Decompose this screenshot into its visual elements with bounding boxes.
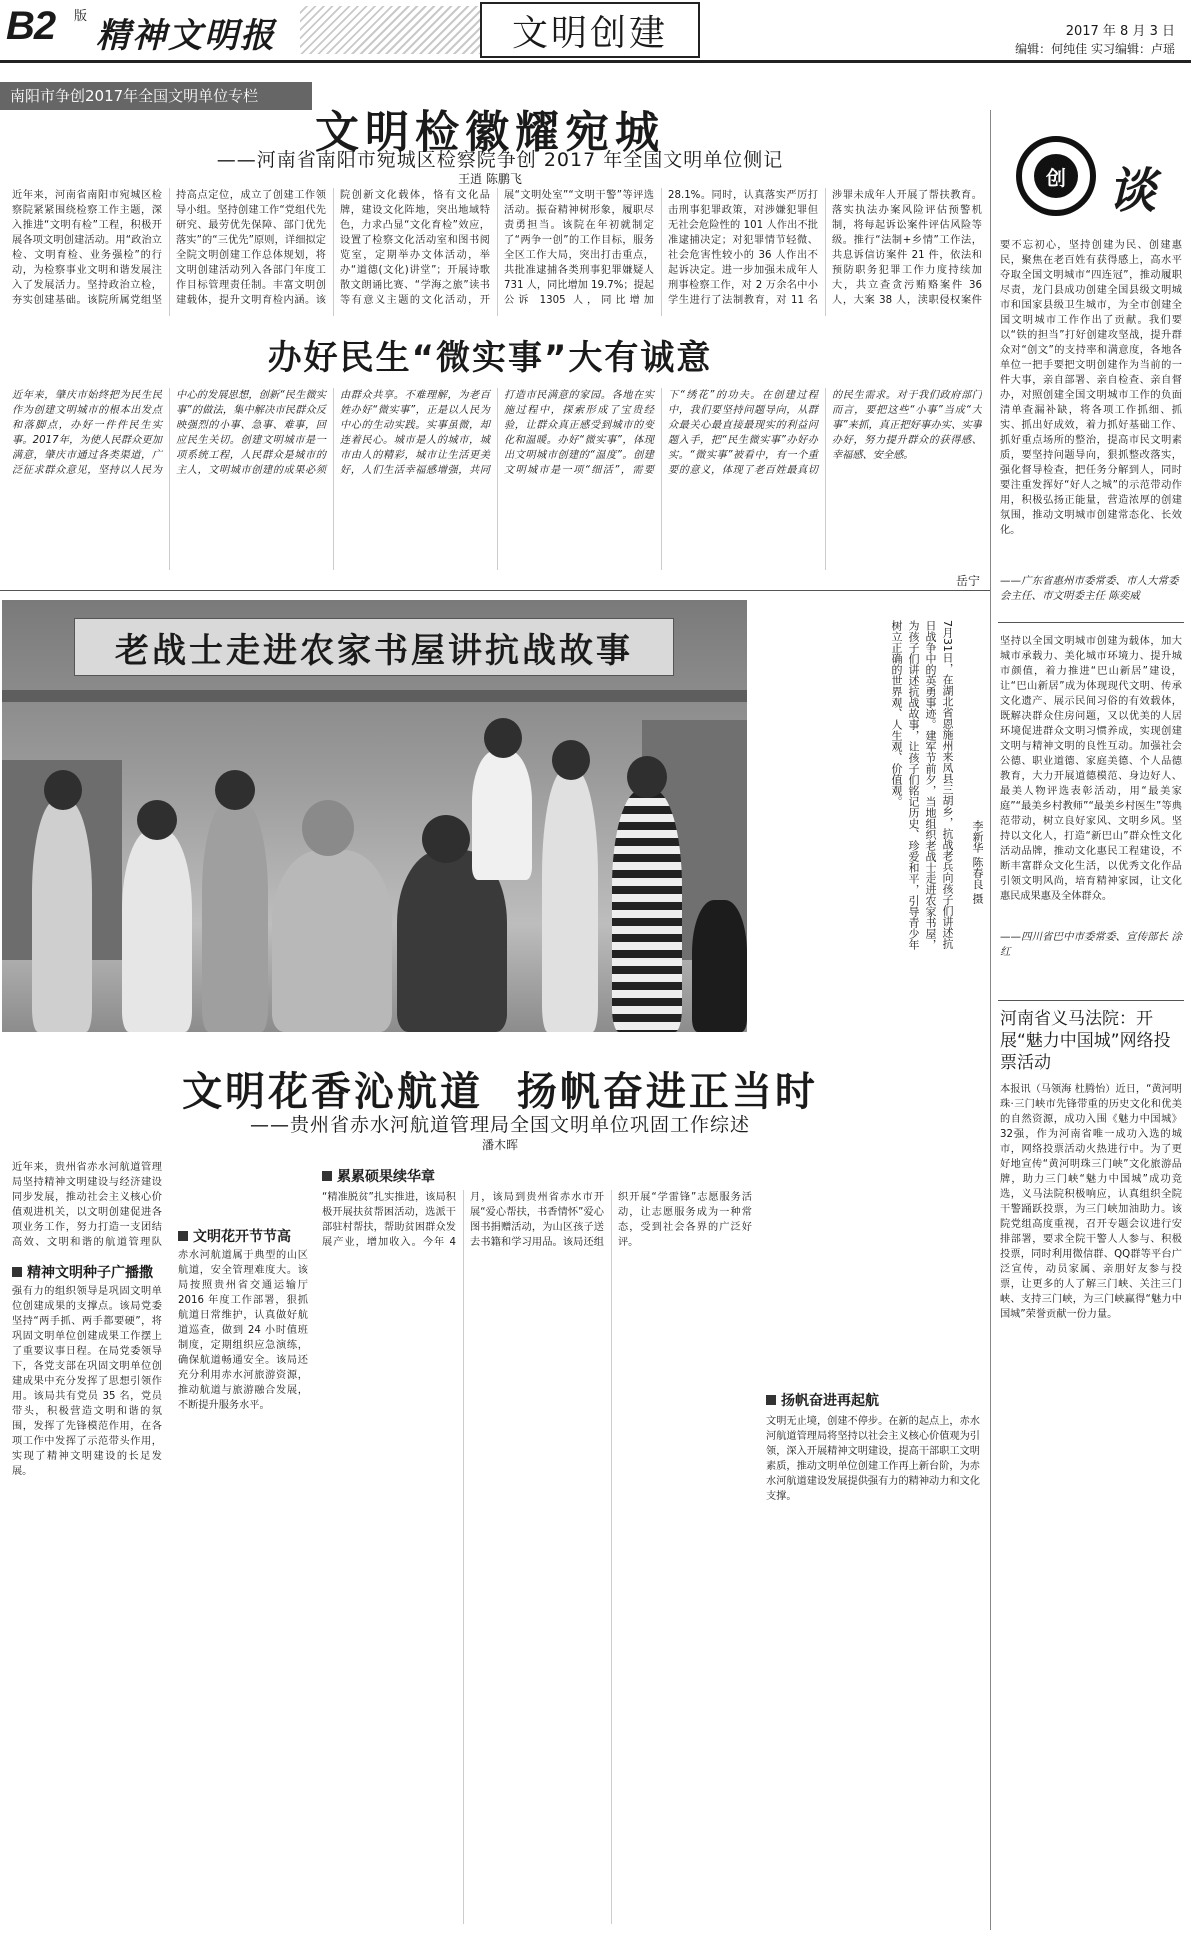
photo-caption-text: 7月31日，在湖北省恩施州来凤县三胡乡，抗战老兵向孩子们讲述抗日战争中的英勇事迹。建军节前夕，当地组织老战士走进农家书屋，为孩子们讲述抗战故事，让孩子们铭记历史、珍爱和平，引导青少年树立正确的世界观、人生观、价值观。 xyxy=(890,620,954,950)
veteran-figure xyxy=(272,850,392,1032)
commentary-1: 要不忘初心，坚持创建为民、创建惠民，聚焦在老百姓有获得感上，高水平夺取全国文明城市“四连冠”，推动履职尽责，龙门县成功创建全国县级文明城市和国家县级卫生城市，为全市创建全国文明城市工作作出了贡献。我们要以“铁的担当”打好创建攻坚战，提升群众对“创文”的支持率和满意度，各地各单位一把手要把文明创建作为当前的一件大事，亲自部署、亲自检查、亲自督办，对照创建全国文明城市工作的负面清单查漏补缺，将各项工作抓细、抓实、抓出好成效，着力抓好基础工作、抓好重点场所的整治，提高市民文明素质，要坚持问题导向，狠抓整改落实，强化督导检查，把任务分解到人，同时要注重发挥好“好人之城”的示范带动作用，积极弘扬正能量，营造浓厚的创建氛围，推动文明城市创建常态化、长效化。 xyxy=(1000,240,1182,536)
section-heading: 文明花开节节高 xyxy=(178,1226,291,1246)
square-bullet-icon xyxy=(322,1171,332,1181)
section-heading: 精神文明种子广播撒 xyxy=(12,1262,153,1282)
logo-mark: 创 xyxy=(1034,154,1078,198)
editor-credits: 编辑：何纯佳 实习编辑：卢瑶 xyxy=(1015,42,1175,56)
article1-body: 近年来，河南省南阳市宛城区检察院紧紧围绕检察工作主题，深入推进“文明有检”工程，积极开展各项文明创建活动。用“政治立检、文明育检、业务强检”的行动，为检察事业文明和谐发展注入了发展活力。坚持政治立检，夯实创建基础。该院所属党组坚持高点定位，成立了创建工作领导小组。坚持创建工作“党组代先研究、最劳优先保障、部门优先落实”的“三优先”原则，详细拟定全院文明创建工作总体规划，将文明创建活动列入各部门年度工作目标管理责任制。丰富文明创建载体，提升文明育检内涵。该院创新文化载体，恪有文化品牌，建设文化阵地，突出地域特色，力求凸显“文化育检”效应，设置了检察文化活动室和图书阅览室，定期举办文体活动，举办“道德(文化)讲堂”；开展诗歌散文朗诵比赛、“学海之旅”读书等有意义主题的文化活动，开展“文明处室”“文明干警”等评选活动。振奋精神树形象，履职尽责勇担当。该院在年初就制定了“两争一创”的工作目标，服务全区工作大局，突出打击重点，共批准逮捕各类刑事犯罪嫌疑人 731 人，同比增加 19.7%；提起公诉 1305 人，同比增加 28.1%。同时，认真落实严厉打击刑事犯罪政策，对涉嫌犯罪但无社会危险性的 101 人作出不批准逮捕决定；对犯罪情节轻微、社会危害性较小的 36 人作出不起诉决定。进一步加强未成年人刑事检察工作，对 2 万余名中小学生进行了法制教育，对 11 名涉罪未成年人开展了帮扶教育。落实执法办案风险评估预警机制，将每起诉讼案件评估风险等级。推行“法制+乡情”工作法，共息诉信访案件 21 件，依法和预防职务犯罪工作力度持续加大，共立查贪污贿赂案件 36 人，大案 38 人，渎职侵权案件 xyxy=(12,190,982,306)
commentary-1-signature: ——广东省惠州市委常委、市人大常委会主任、市文明委主任 陈奕威 xyxy=(1000,575,1179,602)
issue-date: 2017 年 8 月 3 日 xyxy=(1065,24,1175,39)
article1-byline: 王逍 陈鹏飞 xyxy=(458,172,522,186)
article2-title: 办好民生“微实事”大有诚意 xyxy=(267,338,713,378)
bookshelf xyxy=(2,690,747,702)
square-bullet-icon xyxy=(766,1395,776,1405)
article2-body: 近年来，肇庆市始终把为民生民作为创建文明城市的根本出发点和落脚点，办好一件件民生实事。2017年，为使人民群众更加满意，肇庆市通过各类渠道，广泛征求群众意见，坚持以人民为中心的发展思想，创新“民生微实事”的做法，集中解决市民群众反映强烈的小事、急事、难事，回应民生关切。创建文明城市是一项系统工程，人民群众是城市的主人，文明城市创建的成果必须由群众共享。不难理解，为老百姓办好“微实事”，正是以人民为中心的生动实践。实事虽微，却连着民心。城市是人的城市，城市由人的精彩，城市让生活更美好，人们生活幸福感增强，共同打造市民满意的家园。各地在实施过程中，探索形成了宝贵经验，让群众真正感受到城市的变化和温暖。办好“微实事”，体现出文明城市创建的“温度”。创建文明城市是一项“细活”，需要下“绣花”的功夫。在创建过程中，我们要坚持问题导向，从群众最关心最直接最现实的利益问题入手，把“民生微实事”办好办实。“微实事”被看中，有一个重要的意义，体现了老百姓最真切的民生需求。对于我们政府部门而言，要把这些“小事”当成“大事”来抓，真正把好事办实、实事办好，努力提升群众的获得感、幸福感、安全感。 xyxy=(12,390,982,476)
commentary-2-signature: ——四川省巴中市委常委、宣传部长 涂红 xyxy=(1000,931,1182,958)
article3-section-text: “精准脱贫”扎实推进，该局积极开展扶贫帮困活动，选派干部驻村帮扶，帮助贫困群众发展产业，增加收入。今年 4 月，该局到贵州省赤水市开展“爱心帮扶，书香情怀”爱心图书捐赠活动，为山区孩子送去书籍和学习用品。该局还组织开展“学雷锋”志愿服务活动，让志愿服务成为一种常态，受到社会各界的广泛好评。 xyxy=(322,1192,752,1248)
woman-head xyxy=(422,815,470,863)
square-bullet-icon xyxy=(12,1267,22,1277)
child-head xyxy=(44,770,82,810)
article3-section-text: 强有力的组织领导是巩固文明单位创建成果的支撑点。该局党委坚持“两手抓、两手都要硬”，将巩固文明单位创建成果工作摆上了重要议事日程。在局党委领导下，各党支部在巩固文明单位创建成果中充分发挥了思想引领作用。该局共有党员 35 名，党员带头，积极营造文明和谐的氛围，发挥了先锋模范作用，在各项工作中发挥了示范带头作用，实现了精神文明建设的长足发展。 xyxy=(12,1286,162,1477)
header-rule xyxy=(0,60,1191,63)
right-separator xyxy=(998,1000,1184,1001)
article-separator xyxy=(0,590,990,591)
article3-title: 文明花香沁航道 扬帆奋进正当时 xyxy=(182,1069,818,1115)
photo-banner-text: 老战士走进农家书屋讲抗战故事 xyxy=(115,630,633,671)
column-strip: 南阳市争创2017年全国文明单位专栏 xyxy=(0,82,312,110)
child-figure xyxy=(202,800,268,1032)
article3-subtitle: ——贵州省赤水河航道管理局全国文明单位巩固工作综述 xyxy=(249,1114,750,1136)
section-heading: 累累硕果续华章 xyxy=(322,1166,435,1186)
child-figure xyxy=(32,800,92,1032)
child-head xyxy=(627,756,667,798)
page-number-suffix: 版 xyxy=(74,9,88,24)
veteran-head xyxy=(302,800,354,856)
photo-credit: 李新华 陈春良 摄 xyxy=(971,820,984,904)
column-divider xyxy=(990,110,991,1930)
photo-caption xyxy=(750,620,986,950)
section-title: 文明创建 xyxy=(480,2,700,58)
news-photo xyxy=(2,600,747,1032)
article2-author: 岳宁 xyxy=(955,574,980,588)
child-head xyxy=(137,800,177,840)
child-figure xyxy=(472,750,532,880)
article3-byline: 潘木晖 xyxy=(481,1138,518,1152)
photo-banner xyxy=(74,618,674,676)
newspaper-name: 精神文明报 xyxy=(96,16,276,56)
page-number: B2 xyxy=(6,4,56,48)
article3-intro: 近年来，贵州省赤水河航道管理局坚持精神文明建设与经济建设同步发展，推动社会主义核心价值观进机关，以文明创建促进各项业务工作，努力打造一支团结高效、文明和谐的航道管理队 xyxy=(12,1162,162,1248)
chuang-tan-logo xyxy=(1016,130,1176,230)
article3-section-text: 文明无止境，创建不停步。在新的起点上，赤水河航道管理局将坚持以社会主义核心价值观为引领，深入开展精神文明建设，提高干部职工文明素质，推动文明单位创建工作再上新台阶，为赤水河航道建设发展提供强有力的精神动力和文化支撑。 xyxy=(766,1416,980,1502)
article1-subtitle: ——河南省南阳市宛城区检察院争创 2017 年全国文明单位侧记 xyxy=(216,149,784,171)
child-head xyxy=(552,740,590,780)
child-head xyxy=(215,770,255,810)
article3-section-text: 赤水河航道属于典型的山区航道，安全管理难度大。该局按照贵州省交通运输厅 2016 年度工作部署，狠抓航道日常维护，认真做好航道巡查，做到 24 小时值班制度，定期组织应急演练，确保航道畅通安全。该局还充分利用赤水河旅游资源，推动航道与旅游融合发展，不断提升服务水平。 xyxy=(178,1250,308,1411)
child-figure xyxy=(542,770,598,1032)
section-heading: 扬帆奋进再起航 xyxy=(766,1390,879,1410)
child-head xyxy=(484,718,522,758)
news-body: 本报讯（马领海 杜腾怡）近日，“黄河明珠·三门峡市先锋带重的历史文化和优美的自然资源，成功入围《魅力中国城》32强，作为河南省唯一成功入选的城市，网络投票活动火热进行中。为了更好地宣传“黄河明珠三门峡”文化旅游品牌，助力三门峡“魅力中国城”成功竞选，义马法院积极响应，认真组织全院干警踊跃投票，为三门峡加油助力。该院党组高度重视，召开专题会议进行安排部署，要求全院干警人人参与、积极投票，同时利用微信群、QQ群等平台广泛宣传，动员家属、亲朋好友参与投票，让更多的人了解三门峡、关注三门峡、支持三门峡，为三门峡赢得“魅力中国城”荣誉贡献一份力量。 xyxy=(1000,1084,1182,1320)
news-headline: 河南省义马法院：开展“魅力中国城”网络投票活动 xyxy=(1000,1009,1171,1073)
article1-title: 文明检徽耀宛城 xyxy=(315,107,665,158)
masthead xyxy=(0,0,1191,70)
commentary-2: 坚持以全国文明城市创建为载体，加大城市承载力、美化城市环境力、提升城市颜值，着力推进“巴山新居”建设，让“巴山新居”成为体现现代文明、传承文化遗产、展示民间习俗的有效载体，既解决群众住房问题，又以优美的人居环境促进群众文明习惯养成，实现创建文明与精神文明的良性互动。加强社会公德、职业道德、家庭美德、个人品德教育，大力开展道德模范、身边好人、最美人物评选表彰活动，用“最美家庭”“最美乡村教师”“最美乡村医生”等典范带动，树立良好家风、文明乡风。坚持以文化人，打造“新巴山”群众性文化活动品牌，推动文化惠民工程建设，不断丰富群众文化生活，以优秀文化作品引领文明风尚，培育精神家园，让文化惠民成果惠及全体群众。 xyxy=(1000,636,1182,902)
logo-text: 谈 xyxy=(1108,163,1157,219)
child-striped-shirt xyxy=(612,790,682,1032)
child-figure xyxy=(122,830,192,1032)
square-bullet-icon xyxy=(178,1231,188,1241)
child-figure xyxy=(692,900,747,1032)
right-separator xyxy=(998,622,1184,623)
